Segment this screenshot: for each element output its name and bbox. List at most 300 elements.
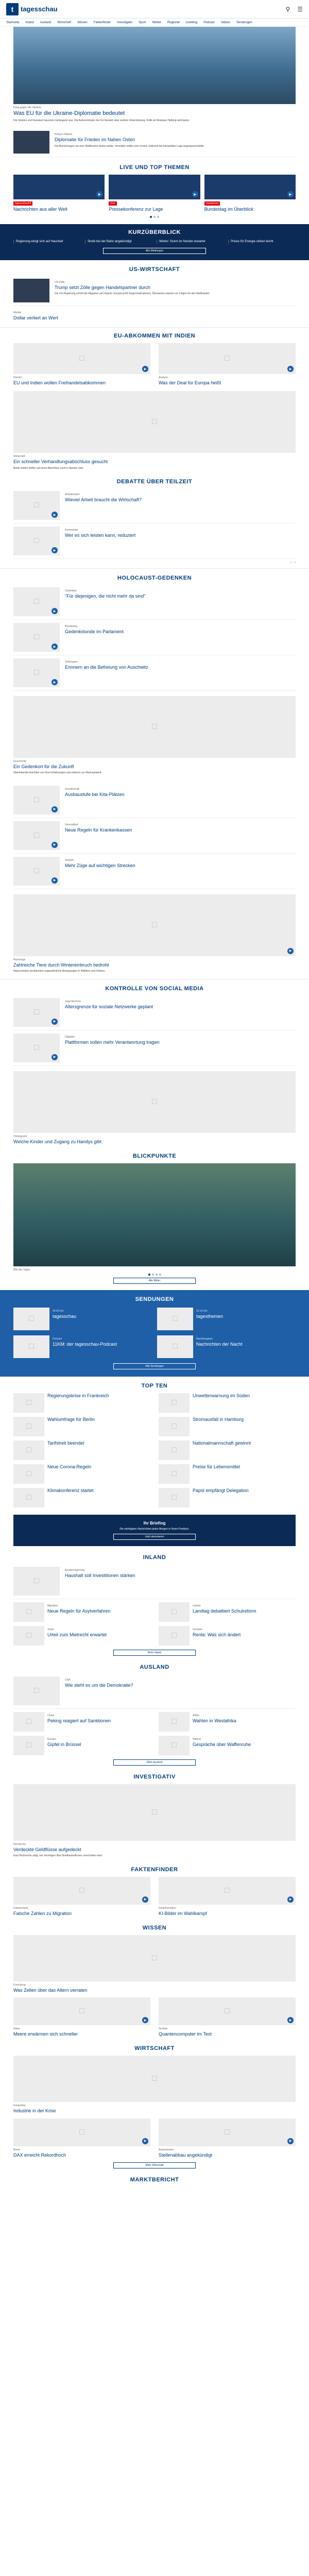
top-headline[interactable]: Nationalmannschaft gewinnt [193,1440,251,1446]
mix-item-row[interactable] [13,818,296,854]
inland-item-headline[interactable]: Neue Regeln für Asylverfahren [47,1608,111,1614]
debatte-item-image[interactable]: □ ▶ [13,491,60,520]
ausland-item-body [193,1712,236,1732]
mix-item-body [65,786,125,815]
inland-lead-headline[interactable]: Haushalt soll Investitionen stärken [65,1572,135,1578]
kurz-more-button[interactable]: Alle Meldungen [103,248,206,254]
investigativ-text: Eine Recherche zeigt, wie Vermögen über Briefkastenfirmen verschoben wird. [13,1854,102,1858]
wirtschaft-item-image[interactable]: □ ▶ [159,2119,296,2146]
sendung-headline[interactable]: tagesschau [53,1313,77,1319]
ausland-item-headline[interactable]: Wahlen in Westafrika [193,1718,236,1723]
live-headline[interactable]: Nachrichten aus aller Welt [13,207,67,212]
nav-item[interactable]: Regional [167,21,180,24]
sendung-card[interactable] [157,1308,296,1330]
holocaust-item-row[interactable] [13,620,296,655]
top-headline[interactable]: Unwetterwarnung im Süden [193,1393,250,1398]
markt-section [0,2168,309,2198]
nav-item[interactable]: Wetter [152,21,162,24]
play-icon[interactable]: ▶ [142,2138,148,2144]
eu-feature-text: Beide Seiten hoffen auf einen Abschluss noch in diesem Jahr. [13,466,84,470]
inland-lead-image[interactable]: □ [13,1567,60,1596]
wissen-lead-kicker: Forschung [13,1983,26,1987]
top-image[interactable]: □ [159,1488,190,1507]
holocaust-section [0,568,309,775]
holocaust-title: HOLOCAUST-GEDENKEN [117,575,192,582]
holocaust-feature-headline[interactable]: Ein Gedenkort für die Zukunft [13,764,74,770]
logo[interactable] [6,3,58,15]
fakten-item-headline[interactable]: Falsche Zahlen zu Migration [13,1910,72,1916]
mix-feature-image[interactable]: □ ▶ [13,894,296,956]
sendung-image[interactable]: □ [13,1308,49,1330]
social-item-image[interactable]: □ ▶ [13,1033,60,1062]
holocaust-item-body [65,587,145,616]
top-image[interactable]: □ [13,1393,44,1413]
holocaust-item-kicker: Bundestag [65,625,77,629]
eu-section [0,327,309,470]
live-headline[interactable]: Pressekonferenz zur Lage [109,207,163,212]
holocaust-item-image[interactable]: □ ▶ [13,658,60,687]
lead-text: Die Ukraine und Russland tauschen Gefangene aus. Die Außenminister der EU beraten über weitere Unterstützung. Kritik an Moskaus Haltung wird lauter. [13,118,190,122]
wissen-title: WISSEN [142,1924,167,1931]
ausland-item-headline[interactable]: Gipfel in Brüssel [47,1741,81,1747]
cta-section [0,1507,309,1546]
live-image[interactable] [109,175,200,199]
fakten-item-image[interactable]: □ ▶ [13,1877,150,1905]
inland-item-card[interactable] [159,1626,296,1646]
holocaust-feature-kicker: Geschichte [13,760,27,764]
mix-item-kicker: Gesellschaft [65,787,79,791]
fakten-item-image[interactable]: □ ▶ [159,1877,296,1905]
blick-dots[interactable] [13,1274,296,1276]
ausland-title: AUSLAND [140,1664,169,1670]
eu-feature-headline[interactable]: Ein schneller Verhandlungsabschluss gesucht [13,459,108,465]
top-image[interactable]: □ [159,1464,190,1484]
debatte-section [0,470,309,564]
holocaust-item-row[interactable] [13,584,296,620]
inland-item-kicker: Migration [47,1604,58,1607]
sendung-image[interactable]: □ [157,1335,193,1358]
ausland-lead-headline[interactable]: Wie steht es um die Demokratie? [65,1682,133,1688]
sendung-body [196,1335,243,1358]
wirtschaft-item-headline[interactable]: DAX erreicht Rekordhoch [13,2152,66,2158]
sendung-body [53,1308,76,1330]
holocaust-item-headline[interactable]: Erinnern an die Befreiung von Auschwitz [65,665,148,670]
live-section [0,157,309,217]
live-card[interactable] [13,175,105,212]
social-feature-image[interactable]: □ [13,1071,296,1133]
blick-more-button[interactable]: Alle Bilder [113,1278,196,1284]
fakten-item-headline[interactable]: KI-Bilder im Wahlkampf [159,1910,207,1916]
top-section [0,1377,309,1507]
holocaust-feature-text: Überlebende berichten von ihren Erfahrungen und mahnen zur Wachsamkeit. [13,771,102,775]
eu-item-card[interactable] [159,343,296,386]
social-title: KONTROLLE VON SOCIAL MEDIA [105,985,204,992]
nav-item[interactable]: Sport [139,21,146,24]
cta-button[interactable]: Jetzt abonnieren [113,1534,196,1540]
ausland-more-button[interactable]: Mehr Ausland [113,1759,196,1766]
ausland-item-kicker: Afrika [193,1714,199,1717]
live-card[interactable] [109,175,200,212]
wissen-item-headline[interactable]: Meere erwärmen sich schneller [13,2031,78,2037]
nav-item[interactable]: Inland [25,21,34,24]
sendung-headline[interactable]: 11KM: der tagesschau-Podcast [53,1341,117,1347]
top-headline[interactable]: Stromausfall in Hamburg [193,1416,244,1422]
inland-item-image[interactable]: □ [159,1602,190,1622]
top-headline[interactable]: Papst empfängt Delegation [193,1487,249,1493]
lead-section [0,27,309,123]
play-icon[interactable]: ▶ [142,2017,148,2023]
inland-item-headline[interactable]: Rente: Was sich ändert [193,1632,241,1637]
ausland-item-image[interactable]: □ [159,1736,190,1755]
us-lead-image[interactable] [13,279,49,302]
ausland-item-kicker: Europa [47,1737,56,1741]
top-image[interactable]: □ [159,1393,190,1413]
ausland-item-card[interactable] [13,1736,150,1755]
live-kicker [204,201,296,206]
wirtschaft-item-kicker: Börse [13,2148,21,2151]
inland-lead-kicker: Bundesregierung [65,1568,85,1572]
blick-section [0,1145,309,1284]
mix-item-headline[interactable]: Ausbaustufe bei Kita-Plätzen [65,791,125,797]
logo-text: tagesschau [21,5,58,13]
teaser-2-text: Die Bemühungen um eine Waffenruhe laufen weiter. Vermittler treffen sich erneut, während die humanitäre Lage angespannt bleibt. [55,144,204,148]
debatte-item-row[interactable] [13,488,296,523]
lead-headline[interactable]: Was EU für die Ukraine-Diplomatie bedeutet [13,110,125,116]
sendung-card[interactable] [13,1308,152,1330]
mix-feature-kicker: Reportage [13,958,26,961]
wirtschaft-item-image[interactable]: □ ▶ [13,2119,150,2146]
ausland-item-body [193,1736,251,1755]
mix-item-headline[interactable]: Mehr Züge auf wichtigen Strecken [65,862,135,868]
inland-item-body [47,1626,107,1646]
debatte-pager[interactable] [13,561,296,564]
teaser-2-headline[interactable]: Diplomatie für Frieden im Nahen Osten [55,137,135,143]
sendung-body [196,1308,223,1330]
ausland-lead-image[interactable]: □ [13,1676,60,1705]
blick-image[interactable] [13,1163,296,1266]
kurz-item[interactable]: Regierung einigt sich auf Haushalt [13,240,81,244]
investigativ-image[interactable]: □ [13,1784,296,1841]
top-image[interactable]: □ [13,1488,44,1507]
holocaust-item-row[interactable] [13,655,296,691]
top-image[interactable]: □ [159,1440,190,1460]
markt-title: MARKTBERICHT [130,2176,179,2183]
play-icon[interactable]: ▶ [142,1896,148,1903]
holocaust-item-headline[interactable]: "Für diejenigen, die nicht mehr da sind" [65,594,146,599]
top-item[interactable] [159,1488,296,1507]
fakten-section [0,1858,309,1917]
eu-item-headline[interactable]: EU und Indien wollen Freihandelsabkommen [13,380,106,386]
top-headline[interactable]: Tarifstreit beendet [47,1440,84,1446]
play-icon[interactable]: ▶ [52,842,58,848]
play-icon[interactable]: ▶ [192,191,198,197]
eu-item-image[interactable]: □ ▶ [159,343,296,374]
ausland-item-headline[interactable]: Peking reagiert auf Sanktionen [47,1718,111,1723]
social-item-headline[interactable]: Plattformen sollen mehr Verantwortung tragen [65,1039,160,1045]
play-icon[interactable]: ▶ [287,366,294,372]
top-item[interactable] [159,1464,296,1484]
ausland-item-image[interactable]: □ [13,1736,44,1755]
holocaust-feature-image[interactable]: □ [13,696,296,758]
eu-item-card[interactable] [13,343,150,386]
ausland-item-card[interactable] [159,1712,296,1732]
teaser-2-image[interactable] [13,131,49,154]
us-lead-kicker: US-Zölle [55,280,65,284]
us-sub-kicker: Märkte [13,311,22,314]
play-icon[interactable]: ▶ [52,512,58,518]
holocaust-item-kicker: Gedenken [65,589,77,593]
nav-item[interactable]: Liveblog [185,21,198,24]
holocaust-item-image[interactable]: □ ▶ [13,587,60,616]
social-item-row[interactable] [13,1030,296,1066]
wirtschaft-title: WIRTSCHAFT [134,2045,175,2052]
teaser-2-kicker: Krieg in Nahost [55,133,73,137]
sendungen-more-button[interactable]: Alle Sendungen [113,1363,196,1369]
mix-item-image[interactable]: □ ▶ [13,786,60,815]
live-badge: tagesschau24 [13,201,32,206]
wissen-section [0,1917,309,2038]
top-image[interactable]: □ [13,1417,44,1436]
sendung-image[interactable]: □ [13,1335,49,1358]
eu-title: EU-ABKOMMEN MIT INDIEN [113,333,196,340]
mix-item-row[interactable] [13,783,296,818]
debatte-item-image[interactable]: □ ▶ [13,527,60,555]
sendung-card[interactable] [157,1335,296,1358]
eu-item-kicker: Handel [13,376,22,380]
blick-title: BLICKPUNKTE [132,1153,177,1159]
sendung-kicker: 20:00 Uhr [53,1309,64,1313]
top-image[interactable]: □ [13,1440,44,1460]
live-kicker [13,201,105,206]
wissen-item-card[interactable] [159,1997,296,2037]
social-feature-headline[interactable]: Welche Kinder und Zugang zu Handys gibt [13,1139,101,1144]
nav-item[interactable]: Wirtschaft [57,21,72,24]
sendung-headline[interactable]: tagesthemen [196,1313,224,1319]
inland-item-image[interactable]: □ [13,1602,44,1622]
kurz-title: KURZÜBERBLICK [128,229,181,235]
top-item[interactable] [159,1393,296,1413]
inland-item-image[interactable]: □ [159,1626,190,1646]
mix-item-kicker: Gesundheit [65,823,78,826]
mix-feature-headline[interactable]: Zahlreiche Tiere durch Wintereinbruch bedroht [13,962,109,968]
top-image[interactable]: □ [13,1464,44,1484]
eu-item-headline[interactable]: Was der Deal für Europa heißt [159,380,221,386]
inland-item-kicker: Justiz [47,1628,54,1631]
eu-item-kicker: Analyse [159,376,168,380]
investigativ-kicker: Recherche [13,1842,26,1846]
inland-item-kicker: Soziales [193,1628,202,1631]
top-item[interactable] [159,1440,296,1460]
wissen-lead-image[interactable]: □ [13,1935,296,1981]
top-headline[interactable]: Regierungskrise in Frankreich [47,1393,109,1398]
wissen-lead-headline[interactable]: Was Zellen über das Altern verraten [13,1987,88,1993]
nav-item[interactable]: Wissen [77,21,88,24]
play-icon[interactable]: ▶ [287,191,294,197]
eu-feature-kicker: Wirtschaft [13,455,25,459]
eu-feature-image[interactable]: □ [13,391,296,453]
nav-item[interactable]: Ausland [40,21,52,24]
mix-item-image[interactable]: □ ▶ [13,857,60,886]
debatte-item-row[interactable] [13,523,296,559]
ausland-item-body [47,1736,81,1755]
eu-item-image[interactable]: □ ▶ [13,343,150,374]
holocaust-item-image[interactable]: □ ▶ [13,623,60,652]
chevron-left-icon[interactable]: ‹ [290,561,291,565]
play-icon[interactable]: ▶ [142,366,148,372]
teaser-2 [0,123,309,157]
top-item[interactable] [13,1393,150,1413]
debatte-item-headline[interactable]: Wer es sich leisten kann, reduziert [65,533,136,538]
kurz-item[interactable]: Wetter: Sturm im Norden erwartet [157,240,224,244]
mix-item-body [65,857,135,886]
ausland-item-body [47,1712,111,1732]
mix-item-row[interactable] [13,854,296,889]
mix-item-image[interactable]: □ ▶ [13,821,60,850]
play-icon[interactable]: ▶ [52,608,58,614]
nav-item[interactable]: Faktenfinder [93,21,111,24]
wirtschaft-item-card[interactable] [13,2119,150,2158]
play-icon[interactable]: ▶ [52,547,58,553]
inland-item-kicker: Länder [193,1604,201,1607]
cta-title: Ihr Briefing [143,1520,166,1526]
sendung-kicker: 22:15 Uhr [196,1309,208,1313]
play-icon[interactable]: ▶ [52,1019,58,1025]
social-item-image[interactable]: □ ▶ [13,998,60,1027]
top-headline[interactable]: Preise für Lebensmittel [193,1464,241,1469]
top-headline[interactable]: Klimakonferenz startet [47,1487,94,1493]
sendung-image[interactable]: □ [157,1308,193,1330]
inland-item-card[interactable] [159,1602,296,1622]
menu-icon[interactable]: ☰ [297,5,303,13]
wissen-item-image[interactable]: □ ▶ [159,1997,296,2025]
nav-item[interactable]: Startseite [6,21,20,24]
wirtschaft-item-card[interactable] [159,2119,296,2158]
ausland-item-headline[interactable]: Gespräche über Waffenruhe [193,1741,251,1747]
inland-item-card[interactable] [13,1602,150,1622]
wissen-item-image[interactable]: □ ▶ [13,1997,150,2025]
ausland-item-card[interactable] [159,1736,296,1755]
blick-caption: Bild des Tages [13,1268,30,1272]
ausland-item-image[interactable]: □ [13,1712,44,1732]
cta-text: Die wichtigsten Nachrichten jeden Morgen in Ihrem Postfach. [119,1527,190,1531]
nav-item[interactable]: Investigativ [117,21,133,24]
top-headline[interactable]: Wahlumfrage für Berlin [47,1416,95,1422]
play-icon[interactable]: ▶ [287,2138,294,2144]
search-icon[interactable]: ⚲ [285,5,290,13]
holocaust-item-kicker: Zeitzeugen [65,660,78,664]
inland-item-body [193,1626,241,1646]
top-item[interactable] [159,1417,296,1436]
social-item-row[interactable] [13,995,296,1030]
investigativ-headline[interactable]: Verdeckte Geldflüsse aufgedeckt [13,1846,81,1852]
inland-title: INLAND [143,1554,166,1561]
live-image[interactable] [204,175,296,199]
ausland-section [0,1656,309,1766]
wirtschaft-lead-headline[interactable]: Industrie in der Krise [13,2108,56,2114]
fakten-item-card[interactable] [159,1877,296,1917]
kurz-item[interactable]: Preise für Energie sinken leicht [228,240,296,244]
nav-item[interactable]: Videos [220,21,231,24]
play-icon[interactable]: ▶ [52,806,58,812]
fakten-item-card[interactable] [13,1877,150,1917]
play-icon[interactable]: ▶ [52,643,58,650]
us-sub-headline[interactable]: Dollar verliert an Wert [13,315,58,320]
wissen-item-kicker: Klima [13,2027,20,2031]
wirtschaft-section [0,2037,309,2168]
inland-item-headline[interactable]: Landtag debattiert Schulreform [193,1608,256,1614]
social-item-headline[interactable]: Altersgrenze für soziale Netzwerke geplant [65,1004,153,1009]
fakten-title: FAKTENFINDER [131,1866,178,1873]
top-headline[interactable]: Neue Corona-Regeln [47,1464,92,1469]
main-nav [0,19,309,27]
wirtschaft-more-button[interactable]: Mehr Wirtschaft [113,2162,196,2168]
ausland-item-kicker: Nahost [193,1737,201,1741]
us-lead-headline[interactable]: Trump setzt Zölle gegen Handelspartner durch [55,284,150,290]
mix-item-headline[interactable]: Neue Regeln für Krankenkassen [65,827,132,833]
top-item[interactable] [13,1440,150,1460]
live-title: LIVE UND TOP THEMEN [119,164,190,171]
sendung-headline[interactable]: Nachrichten der Nacht [196,1341,243,1347]
play-icon[interactable]: ▶ [287,2017,294,2023]
live-card[interactable] [204,175,296,212]
play-icon[interactable]: ▶ [52,1054,58,1060]
inland-item-headline[interactable]: Urteil zum Mietrecht erwartet [47,1632,107,1637]
lead-image[interactable] [13,27,296,104]
fakten-item-kicker: Desinformation [159,1906,176,1910]
sendung-kicker: Nachtmagazin [196,1337,213,1341]
wirtschaft-lead-image[interactable]: □ [13,2056,296,2102]
social-item-kicker: Jugendschutz [65,999,81,1003]
chevron-right-icon[interactable]: › [295,561,296,565]
ausland-item-card[interactable] [13,1712,150,1732]
play-icon[interactable]: ▶ [52,877,58,884]
debatte-title: DEBATTE ÜBER TEILZEIT [116,479,193,485]
wissen-item-headline[interactable]: Quantencomputer im Test [159,2031,212,2037]
us-title: US-WIRTSCHAFT [129,266,180,273]
social-section [0,979,309,1145]
kurz-section [0,224,309,260]
debatte-item-headline[interactable]: Wieviel Arbeit braucht die Wirtschaft? [65,497,142,503]
live-image[interactable] [13,175,105,199]
play-icon[interactable]: ▶ [287,948,294,954]
nav-item[interactable]: Sendungen [236,21,252,24]
ausland-item-image[interactable]: □ [159,1712,190,1732]
us-section [0,260,309,324]
live-headline[interactable]: Bundestag im Überblick [204,207,253,212]
wissen-item-card[interactable] [13,1997,150,2037]
inland-item-body [47,1602,111,1622]
top-item[interactable] [13,1417,150,1436]
carousel-dots[interactable] [13,216,296,218]
inland-more-button[interactable]: Mehr Inland [113,1650,196,1656]
nav-item[interactable]: Podcast [203,21,215,24]
top-item[interactable] [13,1488,150,1507]
inland-item-image[interactable]: □ [13,1626,44,1646]
play-icon[interactable]: ▶ [52,679,58,685]
mix-item-body [65,821,132,850]
wirtschaft-item-headline[interactable]: Stellenabbau angekündigt [159,2152,213,2158]
debatte-item-body [65,491,142,520]
inland-item-card[interactable] [13,1626,150,1646]
sendungen-title: SENDUNGEN [135,1296,174,1302]
top-image[interactable]: □ [159,1417,190,1436]
sendung-card[interactable] [13,1335,152,1358]
kurz-item[interactable]: Streik bei der Bahn angekündigt [85,240,152,244]
top-item[interactable] [13,1464,150,1484]
play-icon[interactable]: ▶ [287,1896,294,1903]
play-icon[interactable]: ▶ [96,191,102,197]
holocaust-item-headline[interactable]: Gedenkstunde im Parlament [65,629,124,635]
